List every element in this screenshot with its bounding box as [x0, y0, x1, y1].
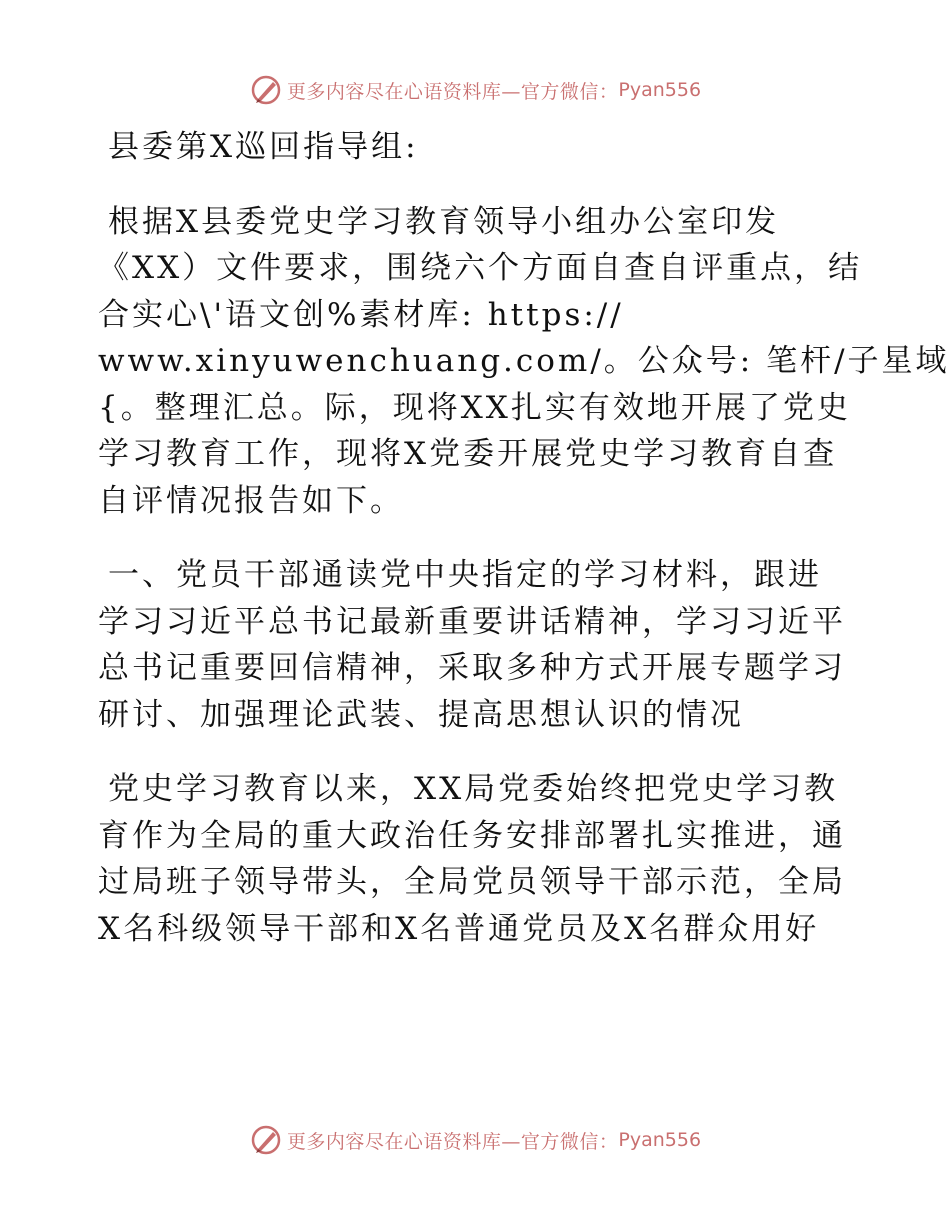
watermark-brand: Pyan556: [618, 1129, 702, 1151]
pen-logo-icon: [249, 1123, 283, 1157]
text-line: 学习教育工作，现将X党委开展党史学习教育自查: [98, 436, 838, 472]
text-line: 育作为全局的重大政治任务安排部署扎实推进，通: [98, 817, 846, 854]
text-line: 合实心\'语文创%素材库: https://: [98, 296, 624, 333]
watermark-text: 更多内容尽在心语资料库—官方微信：: [286, 1130, 619, 1153]
document-body: [98, 124, 950, 980]
text-line: {。整理汇总。际，现将XX扎实有效地开展了党史: [98, 389, 851, 426]
watermark-text: 更多内容尽在心语资料库—官方微信：: [286, 80, 619, 103]
watermark-brand: Pyan556: [618, 79, 702, 101]
paragraph-1: [98, 199, 950, 525]
watermark-header: [0, 70, 950, 110]
section-1-heading: [98, 552, 858, 738]
text-line: 学习习近平总书记最新重要讲话精神，学习习近平: [98, 603, 846, 640]
salutation: 县委第X巡回指导组:: [108, 129, 419, 165]
paragraph-2: [98, 766, 858, 952]
text-line: X名科级领导干部和X名普通党员及X名群众用好: [98, 910, 820, 947]
text-line: 一、党员干部通读党中央指定的学习材料，跟进: [108, 557, 822, 593]
text-line: www.xinyuwenchuang.com/。公众号: 笔杆/子星域: [98, 343, 950, 379]
text-line: 研讨、加强理论武装、提高思想认识的情况: [98, 696, 744, 733]
watermark-footer: [0, 1120, 950, 1160]
text-line: 自评情况报告如下。: [98, 482, 404, 519]
text-line: 过局班子领导带头，全局党员领导干部示范，全局: [98, 864, 846, 900]
text-line: 总书记重要回信精神，采取多种方式开展专题学习: [98, 650, 846, 686]
text-line: 党史学习教育以来，XX局党委始终把党史学习教: [108, 771, 839, 807]
pen-logo-icon: [249, 73, 283, 107]
text-line: 根据X县委党史学习教育领导小组办公室印发: [108, 203, 780, 240]
text-line: 《XX）文件要求，围绕六个方面自查自评重点，结: [98, 250, 863, 286]
